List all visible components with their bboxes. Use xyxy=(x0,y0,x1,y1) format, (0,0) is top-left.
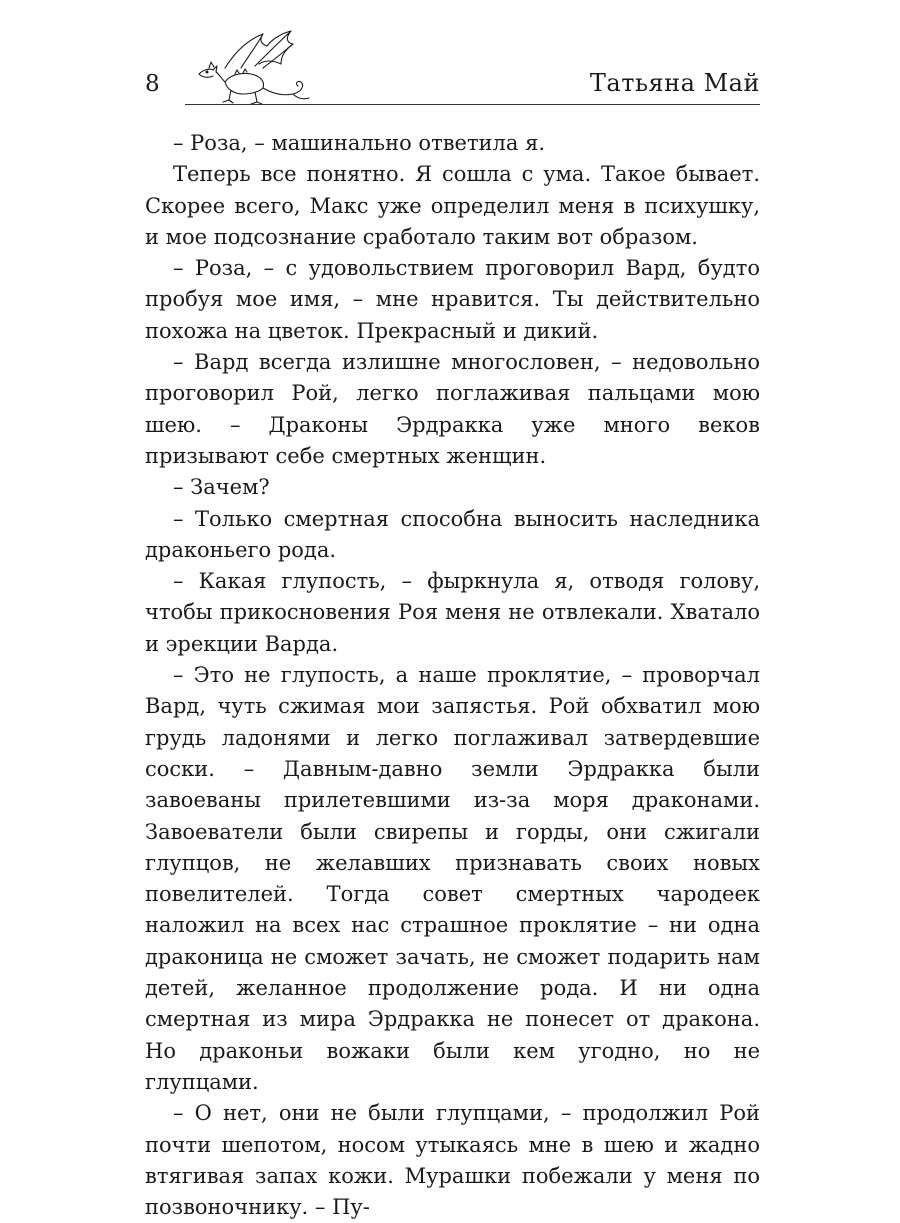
paragraph: Теперь все понятно. Я сошла с ума. Такое бывает. Скорее всего, Макс уже определил меня в психушку, и мое подсознание сработало таким вот образом. xyxy=(145,162,760,249)
page-number: 8 xyxy=(145,71,160,97)
body-text xyxy=(145,128,760,1223)
paragraph: – Только смертная способна выносить наследника драконьего рода. xyxy=(145,506,760,562)
dragon-ornament-icon xyxy=(185,24,315,108)
header-rule xyxy=(185,104,760,105)
paragraph: – Роза, – с удовольствием проговорил Вард, будто пробуя мое имя, – мне нравится. Ты действительно похожа на цветок. Прекрасный и дикий. xyxy=(145,256,760,343)
paragraph: – Какая глупость, – фыркнула я, отводя голову, чтобы прикосновения Роя меня не отвлекали. Хватало и эрекции Варда. xyxy=(145,569,760,656)
author-name: Татьяна Май xyxy=(589,69,760,97)
paragraph: – О нет, они не были глупцами, – продолжил Рой почти шепотом, носом утыкаясь мне в шею и жадно втягивая запах кожи. Мурашки побежали у меня по позвоночнику. – Пу- xyxy=(145,1101,760,1220)
running-header xyxy=(145,20,760,108)
paragraph: – Это не глупость, а наше проклятие, – проворчал Вард, чуть сжимая мои запястья. Рой обхватил мою грудь ладонями и легко поглаживал затвердевшие соски. – Давным-давно земли Эрдракка были завоеваны прилетевшими из-за моря драконами. Завоеватели были свирепы и горды, они сжигали глупцов, не желавших признавать своих новых повелителей. Тогда совет смертных чародеек наложил на всех нас страшное проклятие – ни одна драконица не сможет зачать, не сможет подарить нам детей, желанное продолжение рода. И ни одна смертная из мира Эрдракка не понесет от дракона. Но драконьи вожаки были кем угодно, но не глупцами. xyxy=(145,663,760,1094)
paragraph: – Зачем? xyxy=(173,475,270,500)
paragraph: – Вард всегда излишне многословен, – недовольно проговорил Рой, легко поглаживая пальцами мою шею. – Драконы Эрдракка уже много веков призывают себе смертных женщин. xyxy=(145,350,760,468)
paragraph: – Роза, – машинально ответила я. xyxy=(173,131,546,155)
